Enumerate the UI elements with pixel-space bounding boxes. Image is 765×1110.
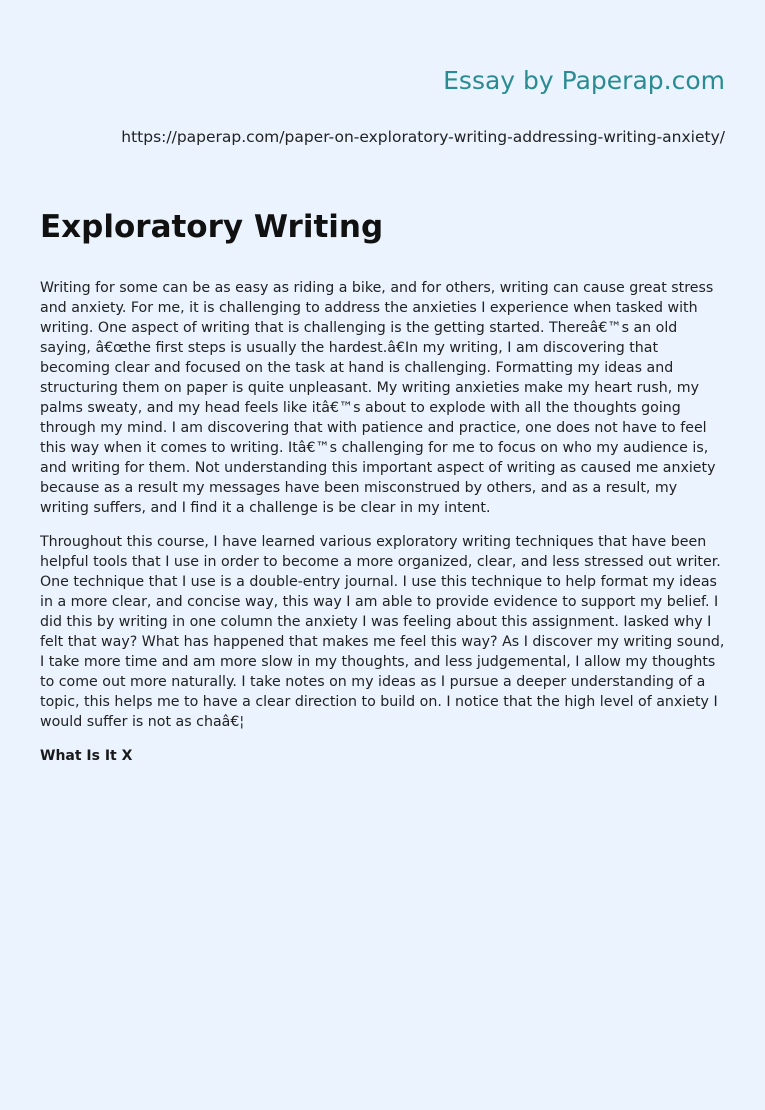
article-paragraph-2: Throughout this course, I have learned various exploratory writing techniques that have been helpful tools that I use in order to become a more organized, clear, and less stressed out writer. One technique that I use is a double-entry journal. I use this technique to help format my ideas in a more clear, and concise way, this way I am able to provide evidence to support my belief. I did this by writing in one column the anxiety I was feeling about this assignment. Iasked why I felt that way? What has happened that makes me feel this way? As I discover my writing sound, I take more time and am more slow in my thoughts, and less judgemental, I allow my thoughts to come out more naturally. I take notes on my ideas as I pursue a deeper understanding of a topic, this helps me to have a clear direction to build on. I notice that the high level of anxiety I would suffer is not as chaâ€¦ [40, 534, 725, 730]
section-subheading: What Is It X [40, 748, 133, 764]
article-paragraph-1: Writing for some can be as easy as riding a bike, and for others, writing can cause great stress and anxiety. For me, it is challenging to address the anxieties I experience when tasked with writing. One aspect of writing that is challenging is the getting started. Thereâ€™s an old saying, â€œthe first steps is usually the hardest.â€In my writing, I am discovering that becoming clear and focused on the task at hand is challenging. Formatting my ideas and structuring them on paper is quite unpleasant. My writing anxieties make my heart rush, my palms sweaty, and my head feels like itâ€™s about to explode with all the thoughts going through my mind. I am discovering that with patience and practice, one does not have to feel this way when it comes to writing. Itâ€™s challenging for me to focus on who my audience is, and writing for them. Not understanding this important aspect of writing as caused me anxiety because as a result my messages have been misconstrued by others, and as a result, my writing suffers, and I find it a challenge is be clear in my intent. [40, 280, 716, 516]
article-body [40, 278, 730, 766]
site-brand[interactable]: Essay by Paperap.com [443, 66, 725, 95]
source-url[interactable]: https://paperap.com/paper-on-exploratory-writing-addressing-writing-anxiety/ [121, 128, 725, 146]
article-title: Exploratory Writing [40, 209, 384, 245]
